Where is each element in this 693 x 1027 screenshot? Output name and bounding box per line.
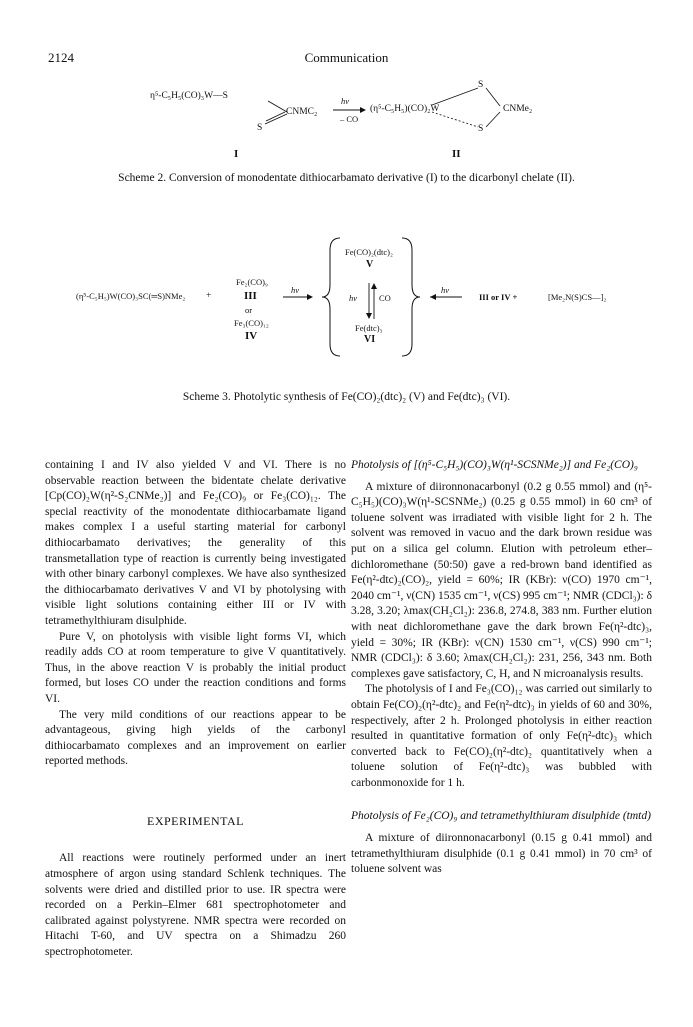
left-paragraph-4: All reactions were routinely performed under an inert atmosphere of argon using standard Schlenk techniques. The solvents were dried and distilled prior to use. IR spectra were recorded on a Perkin–Elmer 681 spectrophotometer and calibrated against polystyrene. NMR spectra were recorded on Hitachi T-60, and UV spectra on a Shimadzu 260 spectrophotometer. <box>45 852 346 959</box>
scheme3-fe3co12: Fe₃(CO)₁₂ <box>234 318 269 328</box>
scheme3-vi-formula: Fe(dtc)₃ <box>355 323 383 333</box>
left-column <box>45 458 346 961</box>
scheme3-or: or <box>245 305 253 315</box>
scheme2-arrow-bottom: – CO <box>340 114 359 124</box>
experimental-heading: EXPERIMENTAL <box>146 813 245 828</box>
scheme2-product-group: CNMe₂ <box>503 104 533 114</box>
section-title-2: Photolysis of Fe₂(CO)₉ and tetramethylthiuram disulphide (tmtd) <box>351 810 651 823</box>
scheme2-reactant: η⁵-C₅H₅(CO)₃W—S <box>150 91 228 101</box>
scheme3-hv-right: hν <box>441 285 450 295</box>
scheme3-right-reagents: III or IV + <box>479 292 518 302</box>
scheme2-caption: Scheme 2. Conversion of monodentate dithiocarbamato derivative (I) to the dicarbonyl chelate (II). <box>118 172 575 184</box>
scheme3-arrows <box>0 0 693 400</box>
scheme3-tmtd: [Me₂N(S)CS—]₂ <box>548 292 607 302</box>
scheme3-label-vi: VI <box>364 334 376 345</box>
left-paragraph-3: The very mild conditions of our reactions appear to be advantageous, giving high yields of the carbonyl dithiocarbamato complexes and an improvement on earlier reported methods. <box>45 708 346 768</box>
scheme3-reactant: (η⁵-C₅H₅)W(CO)₃SC(═S)NMe₂ <box>76 291 186 301</box>
scheme2-reactant-group: CNMC₂ <box>286 107 318 117</box>
scheme3-hv-mid: hν <box>349 293 358 303</box>
scheme3-label-iii: III <box>244 290 257 302</box>
scheme-3 <box>0 0 693 400</box>
right-column <box>351 458 652 878</box>
right-paragraph-2: The photolysis of I and Fe₃(CO)₁₂ was carried out similarly to obtain Fe(CO)₂(η²-dtc)₂ and Fe(η²-dtc)₃ in yields of 60 and 30%, respectively, after 2 h. Prolonged photolysis in either reaction resulted in quantitative formation of only Fe(η²-dtc)₃ which converted back to Fe(CO)₂(η²-dtc)₂ quantitatively when a toluene solution of Fe(η²-dtc)₃ was bubbled with carbonmonoxide for 1 h. <box>351 683 652 789</box>
scheme2-product-s-bottom: S <box>478 124 484 134</box>
scheme2-label-ii: II <box>452 148 461 160</box>
scheme3-label-v: V <box>366 259 374 270</box>
left-paragraph-1: containing I and IV also yielded V and VI. There is no observable reaction between the bidentate chelate derivative [Cp(CO)₂W(η²-S₂CNMe₂)] and Fe₂(CO)₉ or Fe₃(CO)₁₂. The special reactivity of the monodentate dithiocarbamate ligand makes complex I a useful starting material for carbonyl dithiocarbamato derivatives; the generality of this transmetallation type of reaction is currently being investigated with other binary carbonyl complexes. We have also synthesized the dithiocarbamato derivatives V and VI by photolysing with visible light solutions containing either III or IV with tetramethylthiuram disulphide. <box>45 459 346 627</box>
scheme2-reactant-s: S <box>257 123 263 133</box>
scheme3-plus: + <box>206 291 212 301</box>
section-title-1: Photolysis of [(η⁵-C₅H₅)(CO)₃W(η¹-SCSNMe₂)] and Fe₂(CO)₉ <box>351 459 638 471</box>
scheme2-product: (η⁵-C₅H₅)(CO)₂W <box>370 104 440 114</box>
journal-section: Communication <box>304 50 389 65</box>
scheme3-caption: Scheme 3. Photolytic synthesis of Fe(CO)₂(dtc)₂ (V) and Fe(dtc)₃ (VI). <box>182 391 511 403</box>
scheme2-label-i: I <box>234 148 239 160</box>
scheme3-v-formula: Fe(CO)₂(dtc)₂ <box>345 247 393 257</box>
scheme3-hv-left: hν <box>291 285 300 295</box>
scheme3-label-iv: IV <box>245 330 258 342</box>
scheme2-product-s-top: S <box>478 80 484 90</box>
scheme3-co-mid: CO <box>379 293 391 303</box>
left-paragraph-2: Pure V, on photolysis with visible light forms VI, which readily adds CO at room temperature to give V quantitatively. Thus, in the above reaction V is probably the initial product formed, but loses CO under the reaction conditions and forms VI. <box>45 630 346 705</box>
right-paragraph-3: A mixture of diironnonacarbonyl (0.15 g 0.41 mmol) and tetramethylthiuram disulphide (0.1 g 0.41 mmol) in 70 cm³ of toluene solvent was <box>351 832 652 876</box>
scheme2-arrow-top: hν <box>341 96 350 106</box>
page-number: 2124 <box>48 50 74 65</box>
scheme3-fe2co9: Fe₂(CO)₉ <box>236 277 268 287</box>
right-paragraph-1: A mixture of diironnonacarbonyl (0.2 g 0.55 mmol) and (η⁵-C₅H₅)(CO)₃W(η¹-SCSNMe₂) (0.25 g 0.55 mmol) in 60 cm³ of toluene solvent was irradiated with visible light for 2 h. The solvent was removed in vacuo and the dark brown residue was put on a silica gel column. Elution with petroleum ether–dichloromethane (50:50) gave a red-brown band identified as Fe(η²-dtc)₂(CO)₂, yield = 60%; IR (KBr): ν(CO) 1970 cm⁻¹, 2040 cm⁻¹, ν(CN) 1535 cm⁻¹, ν(CS) 995 cm⁻¹; NMR (CDCl₃): δ 3.28, 3.20; λmax(CH₂Cl₂): 236.8, 274.8, 383 nm. Further elution with neat dichloromethane gave the dark brown Fe(η²-dtc)₃, yield = 30%; IR (KBr): ν(CN) 1530 cm⁻¹, ν(CS) 990 cm⁻¹; NMR (CDCl₃): δ 3.60; λmax(CH₂Cl₂): 231, 256, 343 nm. Both complexes gave satisfactory, C, H, and N microanalysis results. <box>351 480 652 680</box>
